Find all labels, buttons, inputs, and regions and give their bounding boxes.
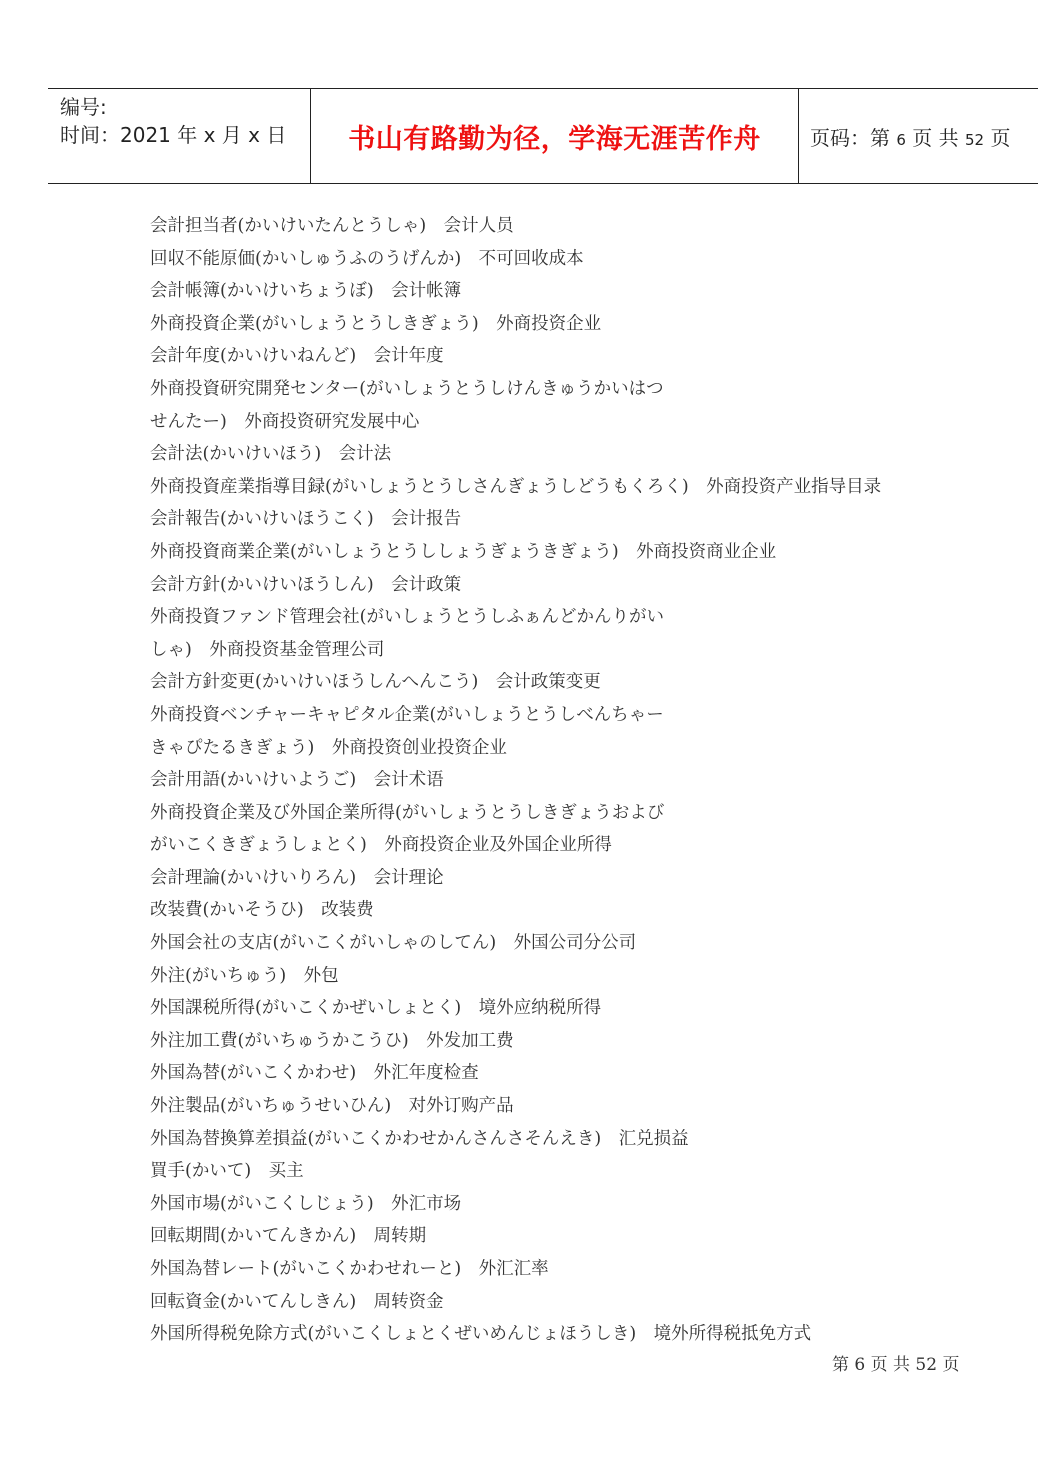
page-middle: 页 共 — [912, 126, 959, 150]
glossary-body — [150, 210, 1010, 1351]
header-page-info — [810, 122, 1010, 151]
glossary-line: 回転期間(かいてんきかん) 周转期 — [150, 1226, 427, 1247]
glossary-line: 会計理論(かいけいりろん) 会计理论 — [150, 867, 444, 888]
glossary-line: 外商投資商業企業(がいしょうとうししょうぎょうきぎょう) 外商投资商业企业 — [150, 541, 777, 562]
page-prefix: 页码：第 — [810, 126, 890, 150]
glossary-line: 外国為替換算差損益(がいこくかわせかんさんさそんえき) 汇兑损益 — [150, 1128, 689, 1149]
glossary-line: 外商投資企業(がいしょうとうしきぎょう) 外商投资企业 — [150, 313, 602, 334]
glossary-line: 外商投資ファンド管理会社(がいしょうとうしふぁんどかんりがい — [150, 607, 664, 628]
glossary-line: 外注(がいちゅう) 外包 — [150, 965, 339, 986]
glossary-line: しゃ) 外商投资基金管理公司 — [150, 639, 385, 660]
glossary-line: 改装費(かいそうひ) 改装费 — [150, 900, 374, 921]
glossary-line: 会計法(かいけいほう) 会计法 — [150, 444, 392, 465]
glossary-line: 外国所得税免除方式(がいこくしょとくぜいめんじょほうしき) 境外所得税抵免方式 — [150, 1324, 812, 1345]
glossary-line: 外注加工費(がいちゅうかこうひ) 外发加工费 — [150, 1030, 514, 1051]
page-current: 6 — [896, 131, 906, 149]
header-meta — [60, 93, 286, 149]
glossary-line: がいこくきぎょうしょとく) 外商投资企业及外国企业所得 — [150, 835, 612, 856]
glossary-line: きゃぴたるきぎょう) 外商投资创业投资企业 — [150, 737, 507, 758]
glossary-line: 外国為替レート(がいこくかわせれーと) 外汇汇率 — [150, 1259, 549, 1279]
glossary-line: 回転資金(かいてんしきん) 周转资金 — [150, 1291, 444, 1312]
glossary-line: 外国課税所得(がいこくかぜいしょとく) 境外应纳税所得 — [150, 998, 602, 1019]
page-footer: 第 6 页 共 52 页 — [832, 1355, 960, 1375]
glossary-line: 会計用語(かいけいようご) 会计术语 — [150, 770, 444, 791]
page-suffix: 页 — [990, 126, 1011, 150]
glossary-line: 回収不能原価(かいしゅうふのうげんか) 不可回收成本 — [150, 248, 584, 269]
glossary-line: 会計方針変更(かいけいほうしんへんこう) 会计政策变更 — [150, 672, 601, 693]
page-total: 52 — [964, 131, 985, 149]
document-header — [48, 88, 1038, 184]
glossary-line: 外商投資研究開発センター(がいしょうとうしけんきゅうかいはつ — [150, 378, 664, 399]
glossary-line: せんたー) 外商投资研究发展中心 — [150, 411, 420, 432]
glossary-line: 会計帳簿(かいけいちょうぼ) 会计帐簿 — [150, 281, 462, 302]
glossary-line: 外国会社の支店(がいこくがいしゃのしてん) 外国公司分公司 — [150, 933, 637, 954]
glossary-line: 外商投資産業指導目録(がいしょうとうしさんぎょうしどうもくろく) 外商投资产业指导目录 — [150, 476, 882, 497]
glossary-line: 外注製品(がいちゅうせいひん) 对外订购产品 — [150, 1096, 514, 1117]
glossary-line: 会計報告(かいけいほうこく) 会计报告 — [150, 509, 462, 530]
time-label: 时间：2021 年 x 月 x 日 — [60, 123, 287, 147]
number-label: 编号: — [60, 95, 107, 119]
glossary-line: 会計担当者(かいけいたんとうしゃ) 会计人员 — [150, 216, 514, 236]
glossary-line: 外国為替(がいこくかわせ) 外汇年度检查 — [150, 1063, 479, 1084]
glossary-line: 会計年度(かいけいねんど) 会计年度 — [150, 346, 444, 367]
glossary-line: 会計方針(かいけいほうしん) 会计政策 — [150, 574, 462, 595]
glossary-line: 外商投資企業及び外国企業所得(がいしょうとうしきぎょうおよび — [150, 802, 665, 823]
glossary-line: 外商投資ベンチャーキャピタル企業(がいしょうとうしべんちゃー — [150, 704, 664, 725]
glossary-line: 外国市場(がいこくしじょう) 外汇市场 — [150, 1193, 462, 1214]
header-divider-right — [798, 89, 799, 183]
header-motto: 书山有路勤为径，学海无涯苦作舟 — [348, 124, 761, 155]
glossary-line: 買手(かいて) 买主 — [150, 1161, 304, 1182]
